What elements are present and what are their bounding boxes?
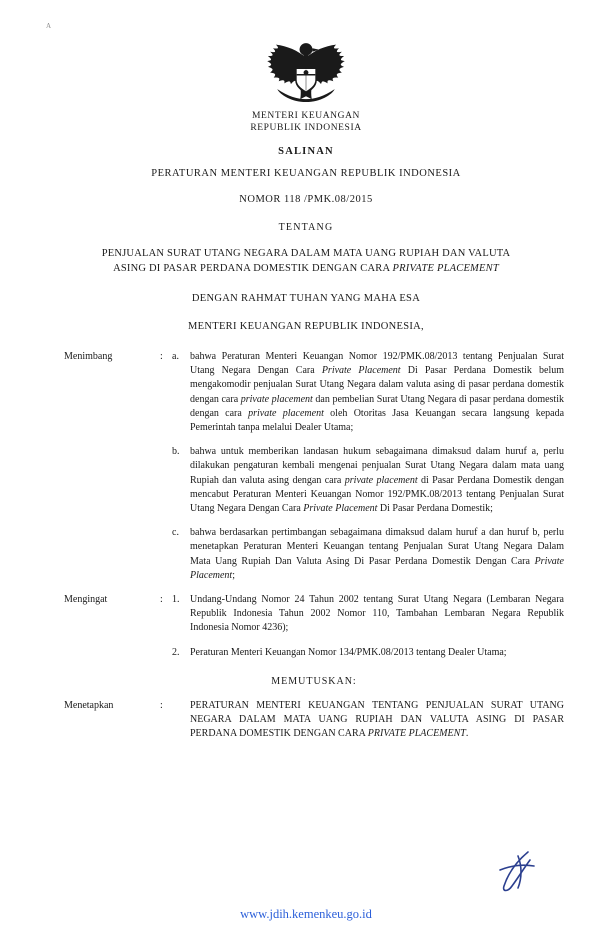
ministry-line-2: REPUBLIK INDONESIA xyxy=(250,123,362,133)
clause-row xyxy=(64,445,564,516)
clause-row xyxy=(64,593,564,636)
clause-row xyxy=(64,350,564,435)
garuda-pancasila-emblem xyxy=(262,36,350,102)
corner-mark: A xyxy=(46,22,52,30)
regulation-heading: PERATURAN MENTERI KEUANGAN REPUBLIK INDONESIA xyxy=(151,168,461,179)
clause-text-italic: PRIVATE PLACEMENT xyxy=(367,728,466,740)
blessing-line: DENGAN RAHMAT TUHAN YANG MAHA ESA xyxy=(191,293,421,304)
clause-row xyxy=(64,646,564,660)
regulation-title-line-1: PENJUALAN SURAT UTANG NEGARA DALAM MATA UANG RUPIAH DAN VALUTA xyxy=(101,248,511,259)
clause-text xyxy=(190,646,564,660)
signature-mark xyxy=(488,848,546,894)
regulation-title-line-2-italic: PRIVATE PLACEMENT xyxy=(392,263,499,274)
clause-text-plain: bahwa untuk memberikan landasan hukum sebagaimana dimaksud dalam huruf a, perlu dilakukan pengaturan kembali mengenai penjualan Surat Utang Negara dalam mata uang Rupiah dan valuta asing dengan cara xyxy=(190,446,564,486)
clause-text-plain: Peraturan Menteri Keuangan Nomor 134/PMK.08/2013 tentang Dealer Utama; xyxy=(190,646,507,658)
spacer xyxy=(64,583,564,593)
clause-text-italic: Private Placement xyxy=(303,503,378,515)
clause-marker: 2. xyxy=(172,646,180,658)
clause-text-italic: private placement xyxy=(240,393,313,405)
clause-text-italic: Private Placement xyxy=(321,365,401,377)
clause-text-plain: bahwa berdasarkan pertimbangan sebagaimana dimaksud dalam huruf a dan huruf b, perlu menetapkan Peraturan Menteri Keuangan tentang Penjualan Surat Utang Negara Dalam Mata Uang Rupiah Dan Valuta Asing Di Pasar Perdana Domestik Dengan Cara xyxy=(190,527,564,567)
clause-marker: a. xyxy=(172,351,179,362)
deciding-block xyxy=(64,699,564,742)
footer-url[interactable]: www.jdih.kemenkeu.go.id xyxy=(240,907,372,921)
clause-text-italic: private placement xyxy=(248,407,324,419)
clause-text-plain: bahwa Peraturan Menteri Keuangan Nomor 192/PMK.08/2013 tentang Penjualan Surat Utang Negara Dengan Cara xyxy=(190,351,564,377)
clause-marker: c. xyxy=(172,527,179,539)
clause-text-plain: ; xyxy=(232,569,235,581)
clause-text-plain: . xyxy=(465,728,469,740)
clause-text xyxy=(190,445,564,516)
tentang-label: TENTANG xyxy=(278,222,334,233)
clause-text-plain: PERATURAN MENTERI KEUANGAN TENTANG PENJUALAN SURAT UTANG NEGARA DALAM MATA UANG RUPIAH DAN VALUTA ASING DI PASAR PERDANA DOMESTIK DENGAN CARA xyxy=(190,699,564,740)
clause-text-italic: Private Placement xyxy=(190,555,564,581)
recalling-block xyxy=(64,593,564,660)
clause-colon: : xyxy=(160,699,163,711)
clause-label: Menimbang xyxy=(64,351,113,362)
clause-text-plain: Di Pasar Perdana Domestik belum mengakomodir penjualan Surat Utang Negara dalam valuta asing di pasar perdana domestik dengan cara xyxy=(190,365,565,405)
regulation-title-line-2-text: ASING DI PASAR PERDANA DOMESTIK DENGAN CARA xyxy=(113,263,393,274)
considering-block xyxy=(64,350,564,583)
ministry-heading xyxy=(0,110,612,134)
clause-row xyxy=(64,526,564,583)
clause-colon: : xyxy=(160,351,163,362)
clause-label: Menetapkan xyxy=(64,699,114,711)
clauses-section xyxy=(64,350,564,741)
clause-label: Mengingat xyxy=(64,594,108,606)
clause-text xyxy=(190,350,564,435)
clause-text-italic: private placement xyxy=(344,474,418,486)
clause-text xyxy=(190,593,564,636)
clause-text-plain: Di Pasar Perdana Domestik; xyxy=(377,503,493,515)
clause-text-plain: dan pembelian Surat Utang Negara di pasar perdana domestik dengan cara xyxy=(190,393,564,419)
regulation-title xyxy=(72,246,540,276)
clause-text xyxy=(190,526,564,583)
clause-text-plain: Undang-Undang Nomor 24 Tahun 2002 tentang Surat Utang Negara (Lembaran Negara Republik Indonesia Tahun 2002 Nomor 110, Tambahan Lembaran Negara Republik Indonesia Nomor 4236); xyxy=(190,594,564,634)
regulation-number: NOMOR 118 /PMK.08/2015 xyxy=(239,194,373,205)
ministry-line-1: MENTERI KEUANGAN xyxy=(251,111,361,121)
clause-row xyxy=(64,699,564,742)
clause-marker: 1. xyxy=(172,594,180,606)
clause-text xyxy=(190,699,564,742)
clause-marker: b. xyxy=(172,446,180,458)
clause-text-plain: oleh Otoritas Jasa Keuangan secara langsung kepada Pemerintah tanpa melalui Dealer Utama; xyxy=(190,407,565,434)
regulation-title-line-2 xyxy=(72,261,540,276)
clause-colon: : xyxy=(160,594,163,606)
salinan-label: SALINAN xyxy=(278,146,334,157)
memutuskan-label: MEMUTUSKAN: xyxy=(271,675,357,687)
emblem-container xyxy=(0,36,612,107)
authority-line: MENTERI KEUANGAN REPUBLIK INDONESIA, xyxy=(188,321,424,332)
clause-text-plain: di Pasar Perdana Domestik dengan mencabut Peraturan Menteri Keuangan Nomor 192/PMK.08/2013 tentang Penjualan Surat Utang Negara Dengan Cara xyxy=(190,474,565,515)
